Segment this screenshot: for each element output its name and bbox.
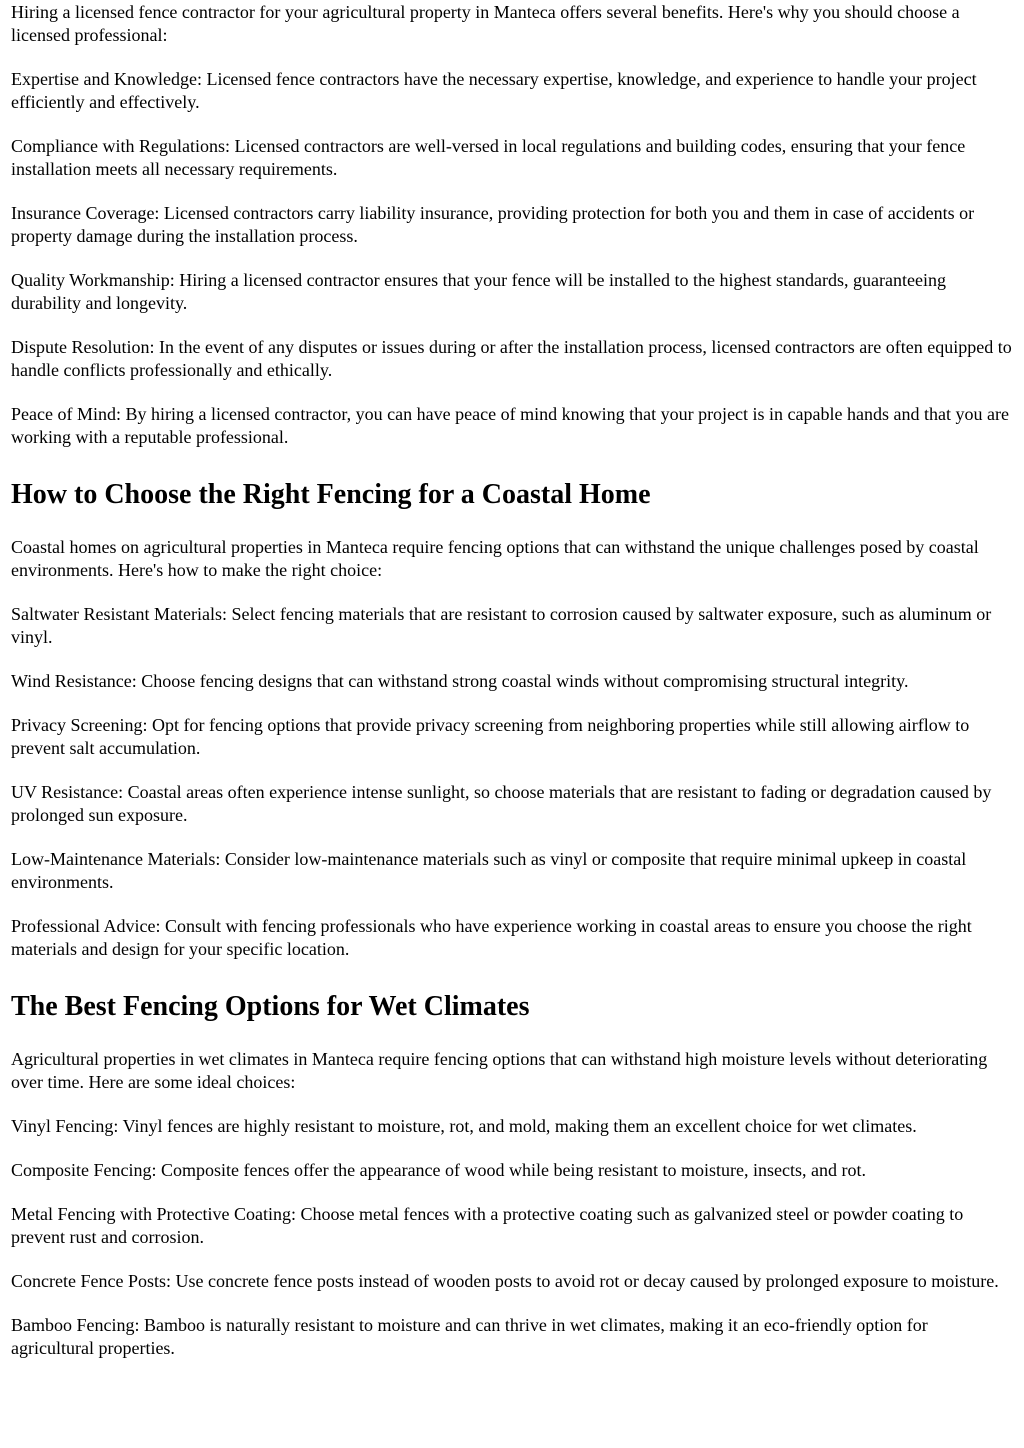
heading-coastal-home: How to Choose the Right Fencing for a Coastal Home [11,479,651,510]
paragraph-expertise: Expertise and Knowledge: Licensed fence contractors have the necessary expertise, knowledge, and experience to handle your project efficiently and effectively. [11,69,977,112]
heading-wet-climates: The Best Fencing Options for Wet Climates [11,991,530,1022]
paragraph-wind: Wind Resistance: Choose fencing designs that can withstand strong coastal winds without compromising structural integrity. [11,671,909,691]
intro-paragraph: Hiring a licensed fence contractor for your agricultural property in Manteca offers several benefits. Here's why you should choose a licensed professional: [11,2,960,45]
paragraph-concrete: Concrete Fence Posts: Use concrete fence posts instead of wooden posts to avoid rot or decay caused by prolonged exposure to moisture. [11,1271,999,1291]
paragraph-insurance: Insurance Coverage: Licensed contractors carry liability insurance, providing protection for both you and them in case of accidents or property damage during the installation process. [11,203,975,246]
paragraph-low-maintenance: Low-Maintenance Materials: Consider low-maintenance materials such as vinyl or composite that require minimal upkeep in coastal environments. [11,849,967,892]
paragraph-compliance: Compliance with Regulations: Licensed contractors are well-versed in local regulations and building codes, ensuring that your fence installation meets all necessary requirements. [11,136,966,179]
paragraph-saltwater: Saltwater Resistant Materials: Select fencing materials that are resistant to corrosion caused by saltwater exposure, such as aluminum or vinyl. [11,604,992,647]
section-licensed-contractor [11,0,1013,449]
paragraph-privacy: Privacy Screening: Opt for fencing options that provide privacy screening from neighboring properties while still allowing airflow to prevent salt accumulation. [11,715,970,758]
paragraph-composite: Composite Fencing: Composite fences offer the appearance of wood while being resistant to moisture, insects, and rot. [11,1160,866,1180]
section-coastal-home [11,479,1013,961]
paragraph-metal: Metal Fencing with Protective Coating: Choose metal fences with a protective coating such as galvanized steel or powder coating to prevent rust and corrosion. [11,1204,964,1247]
section-wet-climates [11,991,1013,1360]
paragraph-professional-advice: Professional Advice: Consult with fencing professionals who have experience working in coastal areas to ensure you choose the right materials and design for your specific location. [11,916,972,959]
paragraph-wet-intro: Agricultural properties in wet climates in Manteca require fencing options that can withstand high moisture levels without deteriorating over time. Here are some ideal choices: [11,1049,988,1092]
paragraph-coastal-intro: Coastal homes on agricultural properties in Manteca require fencing options that can withstand the unique challenges posed by coastal environments. Here's how to make the right choice: [11,537,979,580]
paragraph-bamboo: Bamboo Fencing: Bamboo is naturally resistant to moisture and can thrive in wet climates, making it an eco-friendly option for agricultural properties. [11,1315,928,1358]
paragraph-quality: Quality Workmanship: Hiring a licensed contractor ensures that your fence will be installed to the highest standards, guaranteeing durability and longevity. [11,270,946,313]
paragraph-dispute: Dispute Resolution: In the event of any disputes or issues during or after the installation process, licensed contractors are often equipped to handle conflicts professionally and ethically. [11,337,1012,380]
paragraph-peace-of-mind: Peace of Mind: By hiring a licensed contractor, you can have peace of mind knowing that your project is in capable hands and that you are working with a reputable professional. [11,404,1009,447]
paragraph-uv: UV Resistance: Coastal areas often experience intense sunlight, so choose materials that are resistant to fading or degradation caused by prolonged sun exposure. [11,782,992,825]
paragraph-vinyl: Vinyl Fencing: Vinyl fences are highly resistant to moisture, rot, and mold, making them an excellent choice for wet climates. [11,1116,917,1136]
